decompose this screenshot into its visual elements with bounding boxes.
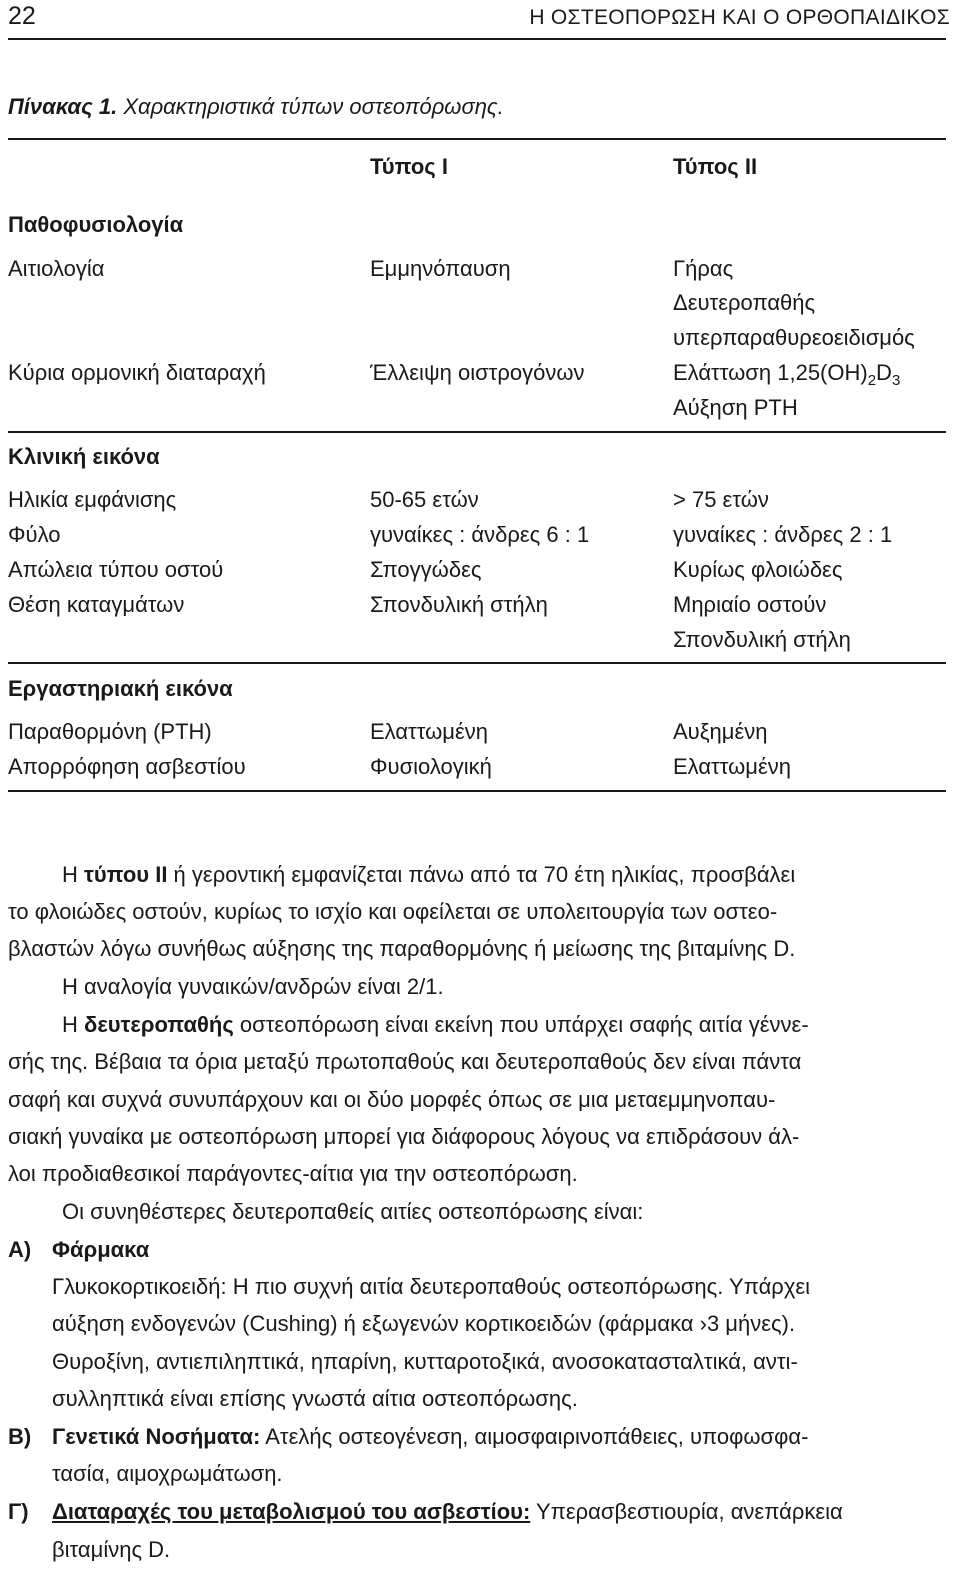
table-bottom-rule: [8, 790, 946, 792]
list-label-c: Γ): [8, 1499, 29, 1524]
header-rule: [8, 38, 946, 40]
cell-aetiology-type1: Εμμηνόπαυση: [370, 256, 511, 281]
cell-bone-type1: Σπογγώδες: [370, 557, 482, 582]
cell-age-type1: 50-65 ετών: [370, 487, 479, 512]
row-label-sex: Φύλο: [8, 522, 61, 547]
p1-bold: τύπου II: [84, 862, 168, 887]
list-b-text: Ατελής οστεογένεση, αιμοσφαιρινοπάθειες, υποφωσφα-: [260, 1424, 809, 1449]
list-c-text: Υπερασβεστιουρία, ανεπάρκεια: [530, 1499, 843, 1524]
list-c-title: Διαταραχές του μεταβολισμού του ασβεστίου:: [52, 1499, 531, 1524]
running-title: Η ΟΣΤΕΟΠΟΡΩΣΗ ΚΑΙ Ο ΟΡΘΟΠΑΙΔΙΚΟΣ: [529, 6, 950, 29]
cell-sex-type2: γυναίκες : άνδρες 2 : 1: [673, 522, 893, 547]
cell-hormone-type1: Έλλειψη οιστρογόνων: [370, 360, 585, 385]
paragraph-secondary-line4: σιακή γυναίκα με οστεοπόρωση μπορεί για διάφορους λόγους να επιδράσουν άλ-: [8, 1124, 800, 1149]
cell-fracture-type2-line2: Σπονδυλική στήλη: [673, 627, 851, 652]
cell-fracture-type1: Σπονδυλική στήλη: [370, 592, 548, 617]
paragraph-type2-line3: βλαστών λόγω συνήθως αύξησης της παραθορμόνης ή μείωσης της βιταμίνης D.: [8, 936, 796, 961]
paragraph-secondary-line5: λοι προδιαθεσικοί παράγοντες-αίτια για την οστεοπόρωση.: [8, 1161, 578, 1186]
list-c-line1: [52, 1499, 843, 1525]
table-caption: [8, 94, 504, 120]
list-a-line2: αύξηση ενδογενών (Cushing) ή εξωγενών κορτικοειδών (φάρμακα ›3 μήνες).: [52, 1311, 796, 1336]
column-header-type1: Τύπος I: [370, 154, 448, 179]
p3-text-a: Η: [62, 1012, 84, 1037]
section-laboratory: Εργαστηριακή εικόνα: [8, 676, 233, 701]
cell-aetiology-type2-line1: Γήρας: [673, 256, 734, 281]
row-label-calcium: Απορρόφηση ασβεστίου: [8, 754, 246, 779]
cell-age-type2: > 75 ετών: [673, 487, 769, 512]
p3-text-b: οστεοπόρωση είναι εκείνη που υπάρχει σαφής αιτία γέννε-: [233, 1012, 809, 1037]
table-caption-text: Χαρακτηριστικά τύπων οστεοπόρωσης.: [123, 94, 504, 119]
row-label-age: Ηλικία εμφάνισης: [8, 487, 177, 512]
p3-bold: δευτεροπαθής: [84, 1012, 234, 1037]
paragraph-type2-line1: [62, 862, 795, 888]
cell-pth-type2: Αυξημένη: [673, 719, 768, 744]
table-top-rule: [8, 138, 946, 140]
cell-pth-type1: Ελαττωμένη: [370, 719, 489, 744]
cell-fracture-type2-line1: Μηριαίο οστούν: [673, 592, 827, 617]
row-label-pth: Παραθορμόνη (PTH): [8, 719, 212, 744]
p1-text-b: ή γεροντική εμφανίζεται πάνω από τα 70 έτη ηλικίας, προσβάλει: [167, 862, 796, 887]
row-label-aetiology: Αιτιολογία: [8, 256, 105, 281]
paragraph-type2-line2: το φλοιώδες οστούν, κυρίως το ισχίο και οφείλεται σε υπολειτουργία των οστεο-: [8, 899, 778, 924]
cell-bone-type2: Κυρίως φλοιώδες: [673, 557, 843, 582]
hormone-text-a: Ελάττωση 1,25(OH): [673, 360, 868, 385]
list-a-line3: Θυροξίνη, αντιεπιληπτικά, ηπαρίνη, κυτταροτοξικά, ανοσοκατασταλτικά, αντι-: [52, 1349, 798, 1374]
cell-aetiology-type2-line2: Δευτεροπαθής: [673, 290, 816, 315]
paragraph-causes-intro: Οι συνηθέστερες δευτεροπαθείς αιτίες οστεοπόρωσης είναι:: [62, 1199, 644, 1224]
paragraph-secondary-line2: σής της. Βέβαια τα όρια μεταξύ πρωτοπαθούς και δευτεροπαθούς δεν είναι πάντα: [8, 1049, 802, 1074]
paragraph-ratio: Η αναλογία γυναικών/ανδρών είναι 2/1.: [62, 974, 444, 999]
cell-calcium-type1: Φυσιολογική: [370, 754, 492, 779]
paragraph-secondary-line3: σαφή και συχνά συνυπάρχουν και οι δύο μορφές όπως σε μια μεταεμμηνοπαυ-: [8, 1087, 776, 1112]
cell-hormone-type2-line1: [673, 360, 900, 389]
cell-aetiology-type2-line3: υπερπαραθυρεοειδισμός: [673, 325, 915, 350]
list-a-line4: συλληπτικά είναι επίσης γνωστά αίτια οστεοπόρωσης.: [52, 1386, 578, 1411]
page-number: 22: [8, 2, 36, 30]
list-c-line2: βιταμίνης D.: [52, 1537, 171, 1562]
hormone-sub-1: 2: [867, 372, 877, 389]
cell-calcium-type2: Ελαττωμένη: [673, 754, 792, 779]
column-header-type2: Τύπος II: [673, 154, 758, 179]
p1-text-a: Η: [62, 862, 84, 887]
list-label-b: Β): [8, 1424, 32, 1449]
hormone-sub-2: 3: [891, 372, 901, 389]
list-a-title: Φάρμακα: [52, 1237, 150, 1262]
hormone-text-b: D: [876, 360, 892, 385]
cell-sex-type1: γυναίκες : άνδρες 6 : 1: [370, 522, 590, 547]
table-rule-1: [8, 431, 946, 433]
row-label-fracture: Θέση καταγμάτων: [8, 592, 185, 617]
list-label-a: Α): [8, 1237, 32, 1262]
row-label-hormone: Κύρια ορμονική διαταραχή: [8, 360, 266, 385]
list-b-line2: τασία, αιμοχρωμάτωση.: [52, 1461, 283, 1486]
table-rule-2: [8, 662, 946, 664]
section-pathophysiology: Παθοφυσιολογία: [8, 212, 184, 237]
paragraph-secondary-line1: [62, 1012, 809, 1038]
row-label-bone: Απώλεια τύπου οστού: [8, 557, 224, 582]
section-clinical: Κλινική εικόνα: [8, 444, 160, 469]
list-a-line1: Γλυκοκορτικοειδή: Η πιο συχνή αιτία δευτεροπαθούς οστεοπόρωσης. Υπάρχει: [52, 1274, 811, 1299]
list-b-line1: [52, 1424, 808, 1450]
table-caption-label: Πίνακας 1.: [8, 94, 118, 119]
list-b-title: Γενετικά Νοσήματα:: [52, 1424, 261, 1449]
cell-hormone-type2-line2: Αύξηση PTH: [673, 395, 798, 420]
